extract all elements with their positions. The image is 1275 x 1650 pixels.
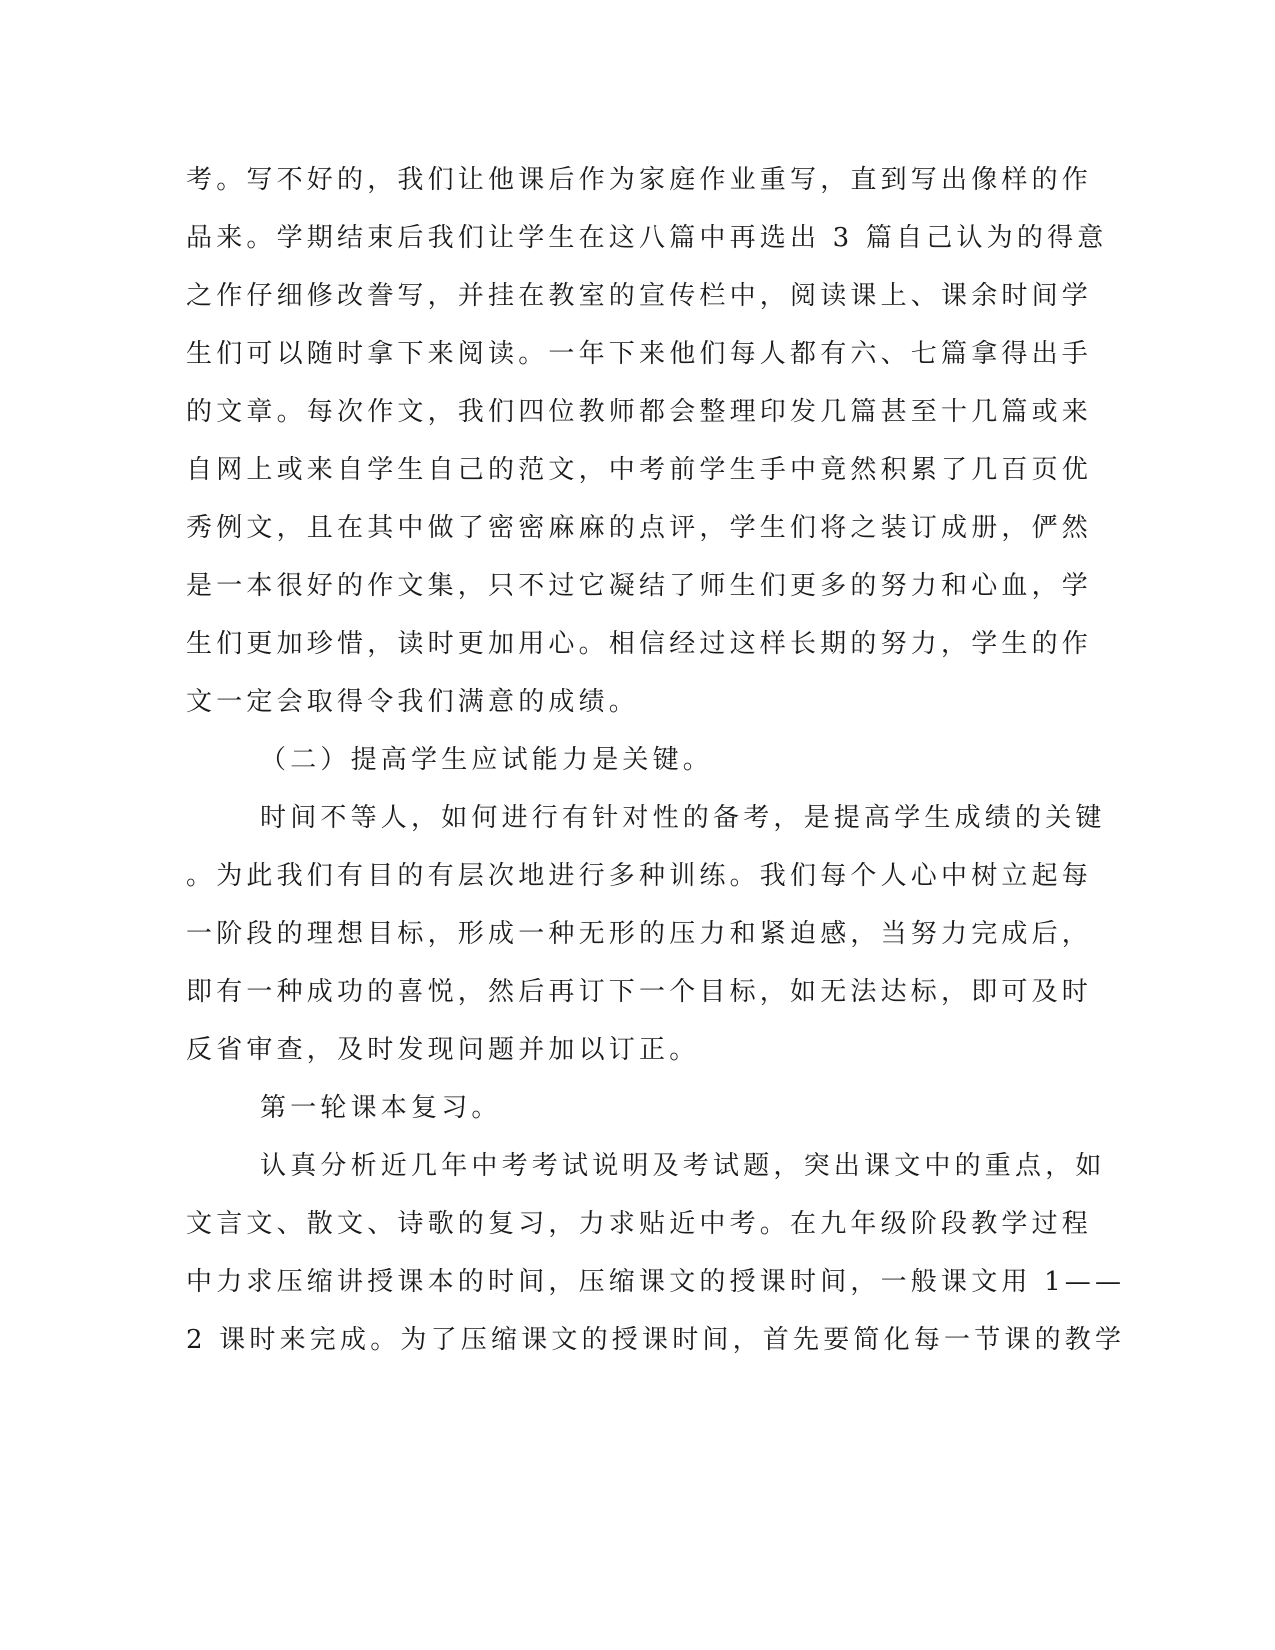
- paragraph-line: 考。写不好的，我们让他课后作为家庭作业重写，直到写出像样的作: [186, 165, 1093, 195]
- paragraph-line: 的文章。每次作文，我们四位教师都会整理印发几篇甚至十几篇或来: [186, 397, 1093, 427]
- paragraph-line: 时间不等人，如何进行有针对性的备考，是提高学生成绩的关键: [260, 803, 1106, 833]
- paragraph-line: 生们可以随时拿下来阅读。一年下来他们每人都有六、七篇拿得出手: [186, 339, 1093, 369]
- section-heading: （二）提高学生应试能力是关键。: [260, 745, 714, 775]
- paragraph-line: 反省审查，及时发现问题并加以订正。: [186, 1035, 700, 1065]
- paragraph-line: 2 课时来完成。为了压缩课文的授课时间，首先要简化每一节课的教学: [186, 1325, 1126, 1355]
- paragraph-line: 文言文、散文、诗歌的复习，力求贴近中考。在九年级阶段教学过程: [186, 1209, 1093, 1239]
- paragraph-line: 生们更加珍惜，读时更加用心。相信经过这样长期的努力，学生的作: [186, 629, 1093, 659]
- paragraph-line: 品来。学期结束后我们让学生在这八篇中再选出 3 篇自己认为的得意: [186, 223, 1108, 253]
- paragraph-line: 自网上或来自学生自己的范文，中考前学生手中竟然积累了几百页优: [186, 455, 1093, 485]
- paragraph-line: 之作仔细修改誊写，并挂在教室的宣传栏中，阅读课上、课余时间学: [186, 281, 1093, 311]
- paragraph-line: 即有一种成功的喜悦，然后再订下一个目标，如无法达标，即可及时: [186, 977, 1093, 1007]
- paragraph-line: 文一定会取得令我们满意的成绩。: [186, 687, 640, 717]
- paragraph-line: 认真分析近几年中考考试说明及考试题，突出课文中的重点，如: [260, 1151, 1106, 1181]
- paragraph-line: 。为此我们有目的有层次地进行多种训练。我们每个人心中树立起每: [186, 861, 1093, 891]
- paragraph-line: 一阶段的理想目标，形成一种无形的压力和紧迫感，当努力完成后，: [186, 919, 1093, 949]
- paragraph-line: 秀例文，且在其中做了密密麻麻的点评，学生们将之装订成册，俨然: [186, 513, 1093, 543]
- paragraph-line: 中力求压缩讲授课本的时间，压缩课文的授课时间，一般课文用 1——: [186, 1267, 1126, 1297]
- paragraph-line: 是一本很好的作文集，只不过它凝结了师生们更多的努力和心血，学: [186, 571, 1093, 601]
- subsection-heading: 第一轮课本复习。: [260, 1093, 502, 1123]
